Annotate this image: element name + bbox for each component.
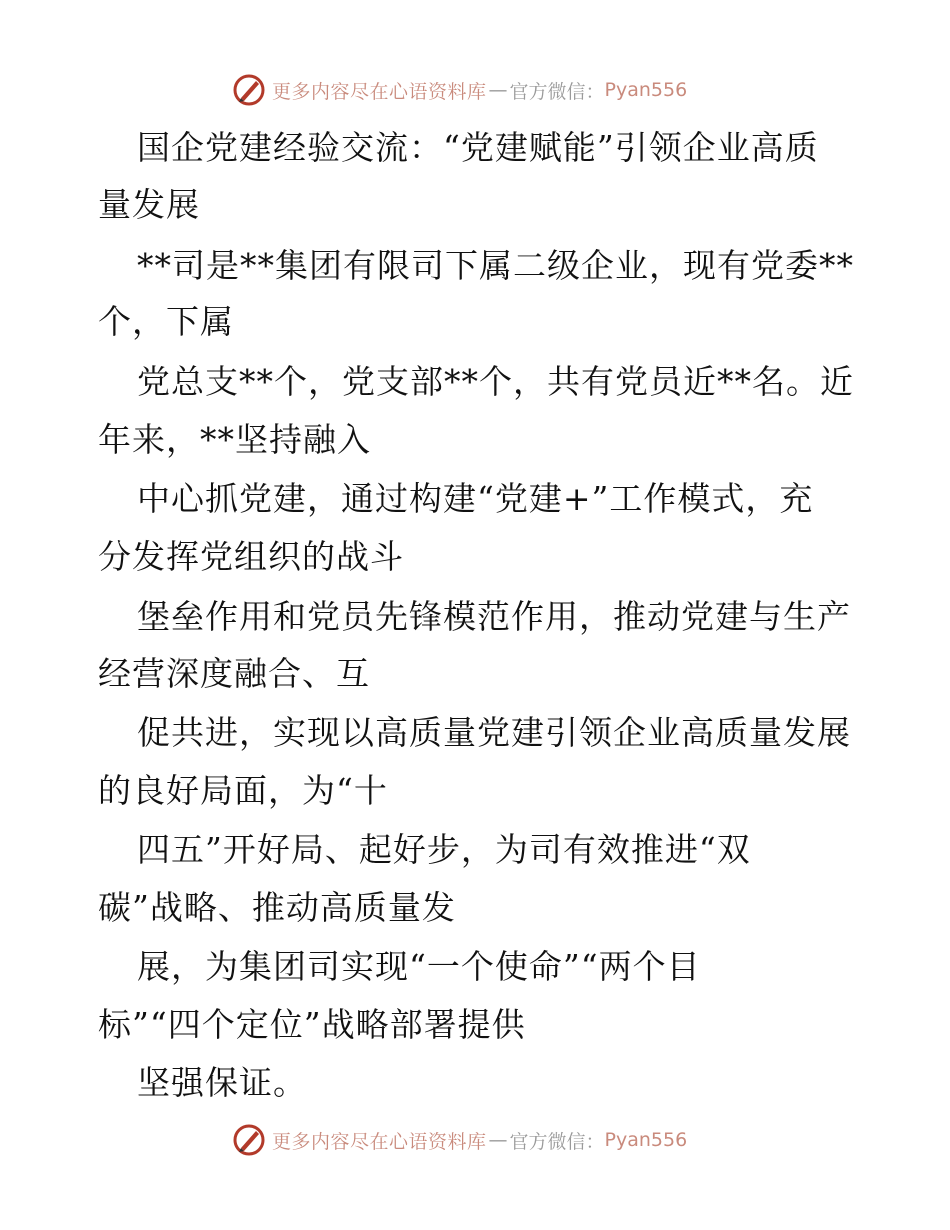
header-slogan: 更多内容尽在心语资料库 xyxy=(272,80,487,103)
pen-logo-icon xyxy=(232,73,266,107)
footer-wechat-account: Pyan556 xyxy=(604,1129,688,1151)
body-line: 分发挥党组织的战斗 xyxy=(98,537,404,576)
footer-wechat-label: 官方微信： xyxy=(509,1130,605,1153)
header-dash: — xyxy=(488,79,508,101)
body-line: 碳”战略、推动高质量发 xyxy=(98,888,456,927)
body-line: 展，为集团司实现“一个使命”“两个目 xyxy=(137,947,701,986)
header-banner xyxy=(232,72,687,108)
footer-slogan: 更多内容尽在心语资料库 xyxy=(272,1130,487,1153)
body-line: 个，下属 xyxy=(98,302,234,341)
title-line-2: 量发展 xyxy=(98,185,200,224)
body-line: 堡垒作用和党员先锋模范作用，推动党建与生产 xyxy=(137,597,851,636)
body-line: 标”“四个定位”战略部署提供 xyxy=(98,1005,526,1044)
title-line-1: 国企党建经验交流：“党建赋能”引领企业高质 xyxy=(137,128,819,167)
body-line: 四五”开好局、起好步，为司有效推进“双 xyxy=(137,830,751,869)
body-line: 促共进，实现以高质量党建引领企业高质量发展 xyxy=(137,713,851,752)
header-wechat-account: Pyan556 xyxy=(604,79,688,101)
pen-logo-icon xyxy=(232,1123,266,1157)
body-line: **司是**集团有限司下属二级企业，现有党委** xyxy=(137,246,854,285)
body-line: 坚强保证。 xyxy=(137,1063,307,1102)
footer-banner xyxy=(232,1122,687,1158)
body-line: 经营深度融合、互 xyxy=(98,654,370,693)
body-line: 党总支**个，党支部**个，共有党员近**名。近 xyxy=(137,362,854,401)
header-wechat-label: 官方微信： xyxy=(509,80,605,103)
body-line: 的良好局面，为“十 xyxy=(98,771,388,810)
body-line: 年来，**坚持融入 xyxy=(98,420,371,459)
body-line: 中心抓党建，通过构建“党建+”工作模式，充 xyxy=(137,479,814,518)
footer-dash: — xyxy=(488,1129,508,1151)
